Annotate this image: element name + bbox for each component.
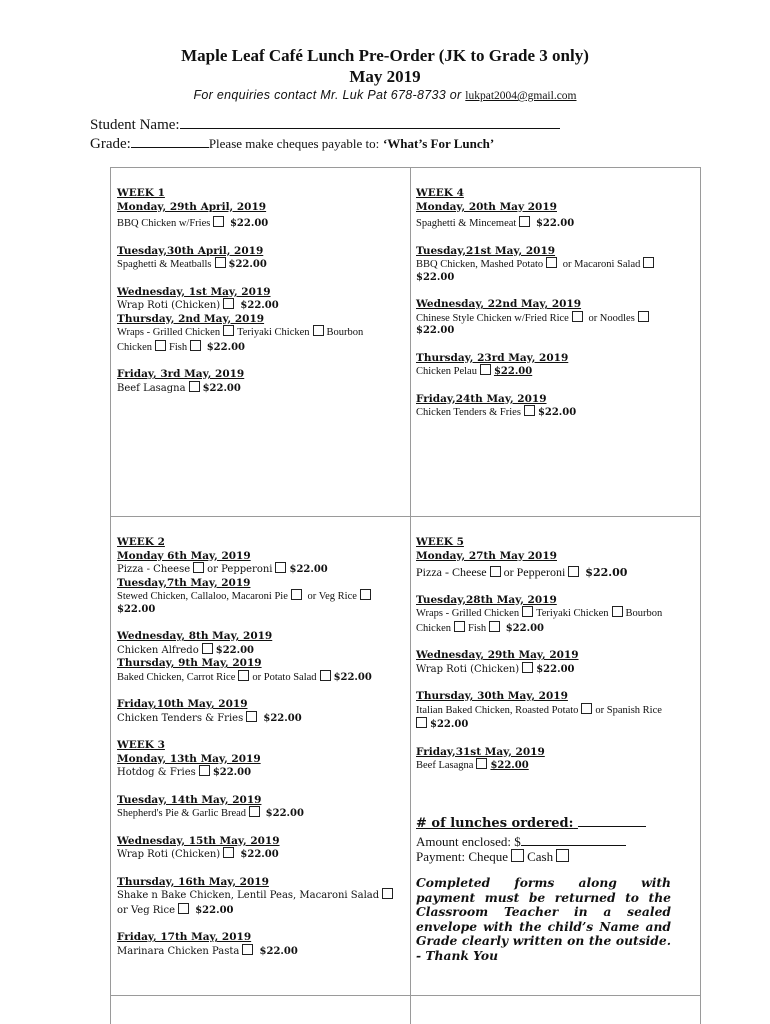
- day-heading: Tuesday,21st May, 2019: [416, 244, 556, 257]
- order-checkbox[interactable]: [612, 606, 623, 617]
- item-label: Wraps - Grilled Chicken: [117, 327, 221, 338]
- day-heading: Monday, 27th May 2019: [416, 549, 557, 562]
- order-checkbox[interactable]: [246, 711, 257, 722]
- menu-item: [117, 944, 407, 959]
- order-checkbox[interactable]: [202, 643, 213, 654]
- order-checkbox[interactable]: [572, 311, 583, 322]
- grid-column-divider: [410, 167, 411, 1024]
- week-5-cell: [416, 536, 698, 773]
- day-heading: Tuesday,28th May, 2019: [416, 593, 557, 606]
- day-heading: Thursday, 16th May, 2019: [117, 875, 269, 888]
- order-checkbox[interactable]: [519, 216, 530, 227]
- order-checkbox[interactable]: [522, 662, 533, 673]
- grid-row-divider-1: [110, 516, 701, 517]
- order-checkbox[interactable]: [360, 589, 371, 600]
- menu-item: [416, 216, 698, 231]
- item-label: Chicken Tenders & Fries: [416, 407, 521, 418]
- item-price: $22.00: [333, 671, 372, 683]
- day-heading: Monday, 13th May, 2019: [117, 752, 261, 765]
- menu-item: [117, 711, 407, 726]
- order-checkbox[interactable]: [215, 257, 226, 268]
- item-label: Italian Baked Chicken, Roasted Potato: [416, 704, 579, 716]
- day-heading: Wednesday, 22nd May, 2019: [416, 298, 582, 310]
- item-label: Spaghetti & Meatballs: [117, 259, 212, 270]
- enquiry-line: [0, 88, 770, 102]
- item-label: Pizza - Cheese: [117, 564, 191, 575]
- menu-item: [117, 765, 407, 780]
- item-price: $22.00: [240, 300, 279, 311]
- menu-item: [416, 703, 698, 718]
- week-2-title: WEEK 2: [117, 536, 165, 548]
- week-3-title: WEEK 3: [117, 739, 165, 751]
- order-checkbox[interactable]: [193, 562, 204, 573]
- day-heading: Tuesday,7th May, 2019: [117, 576, 251, 589]
- title-line-2: May 2019: [349, 67, 421, 86]
- menu-item: [416, 257, 698, 272]
- order-checkbox[interactable]: [178, 903, 189, 914]
- item-price: $22.00: [240, 849, 279, 860]
- order-checkbox[interactable]: [242, 944, 253, 955]
- grade-row: [90, 136, 494, 153]
- item-label: or Veg Rice: [307, 591, 357, 602]
- week-4-title: WEEK 4: [416, 187, 464, 199]
- item-label: or Potato Salad: [252, 671, 317, 683]
- student-name-field[interactable]: [180, 118, 560, 129]
- title-line-1: Maple Leaf Café Lunch Pre-Order (JK to Grade 3 only): [181, 46, 589, 65]
- item-price: $22.00: [228, 259, 267, 270]
- item-label: or Spanish Rice: [595, 704, 662, 716]
- item-label: Shake n Bake Chicken, Lentil Peas, Macaroni Salad: [117, 890, 380, 901]
- lunches-ordered-label: # of lunches ordered:: [416, 816, 574, 831]
- order-checkbox[interactable]: [416, 717, 427, 728]
- student-name-row: [90, 117, 560, 134]
- order-checkbox[interactable]: [291, 589, 302, 600]
- item-label: or Pepperoni: [503, 565, 566, 579]
- item-label: Chicken Tenders & Fries: [117, 712, 244, 724]
- order-checkbox[interactable]: [643, 257, 654, 268]
- week-1-title: WEEK 1: [117, 187, 165, 199]
- menu-item: [117, 340, 407, 355]
- day-heading: Monday, 20th May 2019: [416, 200, 557, 213]
- item-label: Beef Lasagna: [117, 382, 186, 394]
- menu-item: [416, 606, 698, 621]
- amount-row: [416, 834, 626, 850]
- day-heading: Wednesday, 1st May, 2019: [117, 285, 271, 298]
- menu-item: [117, 806, 407, 821]
- item-label: Stewed Chicken, Callaloo, Macaroni Pie: [117, 591, 288, 602]
- item-price: $22.00: [416, 325, 455, 336]
- amount-field[interactable]: [521, 835, 626, 846]
- menu-item: [117, 381, 407, 396]
- menu-item: [416, 662, 698, 677]
- item-label: BBQ Chicken, Mashed Potato: [416, 259, 544, 270]
- menu-item: [416, 717, 698, 732]
- grid-border-left: [110, 167, 111, 1024]
- item-price: $22.00: [493, 366, 533, 377]
- order-checkbox[interactable]: [223, 325, 234, 336]
- menu-item: [117, 216, 407, 231]
- item-price: $22.00: [416, 271, 455, 283]
- menu-item: [117, 670, 407, 685]
- item-price: $22.00: [505, 622, 544, 634]
- order-checkbox[interactable]: [454, 621, 465, 632]
- item-price: $22.00: [195, 904, 234, 916]
- item-price: $22.00: [490, 760, 529, 771]
- item-price: $22.00: [535, 218, 575, 229]
- day-heading: Tuesday,30th April, 2019: [117, 244, 264, 257]
- day-heading: Wednesday, 15th May, 2019: [117, 834, 280, 847]
- day-heading: Friday, 17th May, 2019: [117, 931, 252, 943]
- student-name-label: Student Name:: [90, 117, 180, 133]
- week-5-title: WEEK 5: [416, 536, 464, 548]
- menu-item: [117, 257, 407, 272]
- page-title: [0, 45, 770, 87]
- order-checkbox[interactable]: [581, 703, 592, 714]
- item-label: Chicken: [416, 622, 451, 634]
- day-heading: Friday,24th May, 2019: [416, 392, 547, 405]
- order-checkbox[interactable]: [238, 670, 249, 681]
- item-price: $22.00: [202, 382, 241, 394]
- item-label: Chicken Alfredo: [117, 644, 199, 656]
- order-checkbox[interactable]: [223, 298, 234, 309]
- item-price: $22.00: [259, 945, 298, 957]
- item-label: Chicken Pelau: [416, 366, 477, 377]
- item-label: or Macaroni Salad: [562, 259, 641, 270]
- day-heading: Friday,31st May, 2019: [416, 745, 545, 758]
- order-checkbox[interactable]: [213, 216, 224, 227]
- grid-row-divider-2: [110, 995, 701, 996]
- week-1-cell: [117, 187, 407, 395]
- item-label: or Pepperoni: [207, 564, 273, 575]
- item-price: $22.00: [117, 603, 156, 615]
- enquiry-text: For enquiries contact Mr. Luk Pat 678-8733 or: [193, 88, 462, 102]
- item-price: $22.00: [212, 767, 252, 778]
- lunches-ordered-field[interactable]: [578, 816, 646, 827]
- grade-field[interactable]: [131, 137, 209, 148]
- day-heading: Monday 6th May, 2019: [117, 549, 251, 562]
- item-label: or Noodles: [588, 312, 635, 324]
- item-label: or Veg Rice: [117, 904, 176, 916]
- item-price: $22.00: [206, 341, 245, 353]
- order-checkbox[interactable]: [223, 847, 234, 858]
- item-label: Spaghetti & Mincemeat: [416, 218, 517, 229]
- item-label: Teriyaki Chicken: [536, 608, 609, 619]
- payee-name: ‘What’s For Lunch’: [382, 136, 495, 151]
- menu-item: [117, 888, 407, 903]
- order-checkbox[interactable]: [638, 311, 649, 322]
- cheque-instruction: Please make cheques payable to:: [208, 136, 380, 151]
- order-checkbox[interactable]: [489, 621, 500, 632]
- order-checkbox[interactable]: [199, 765, 210, 776]
- menu-item: [117, 903, 407, 918]
- day-heading: Thursday, 23rd May, 2019: [416, 351, 569, 364]
- item-label: Chinese Style Chicken w/Fried Rice: [416, 312, 569, 324]
- item-label: Marinara Chicken Pasta: [117, 945, 240, 957]
- week-4-cell: [416, 187, 698, 420]
- item-label: Fish: [169, 341, 188, 353]
- menu-item: [117, 325, 407, 340]
- day-heading: Friday,10th May, 2019: [117, 698, 248, 710]
- order-checkbox[interactable]: [382, 888, 393, 899]
- cash-checkbox[interactable]: [556, 849, 569, 862]
- order-checkbox[interactable]: [522, 606, 533, 617]
- return-instructions: Completed forms along with payment must be returned to the Classroom Teacher in a sealed envelope with the child’s Name and Grade clearly written on the outside. - Thank You: [416, 875, 671, 963]
- item-label: Bourbon: [625, 608, 663, 619]
- menu-item: [416, 621, 698, 636]
- menu-item: [416, 311, 698, 326]
- menu-item: [416, 758, 698, 773]
- day-heading: Friday, 3rd May, 2019: [117, 368, 245, 380]
- order-checkbox[interactable]: [524, 405, 535, 416]
- item-label: Wrap Roti (Chicken): [117, 849, 221, 860]
- payment-label: Payment:: [416, 849, 466, 864]
- menu-item: [117, 589, 407, 604]
- item-label: Beef Lasagna: [416, 760, 474, 771]
- menu-item: [416, 405, 698, 420]
- order-checkbox[interactable]: [189, 381, 200, 392]
- menu-item: [416, 566, 698, 580]
- item-price: $22.00: [289, 564, 328, 575]
- grade-label: Grade:: [90, 136, 131, 152]
- order-checkbox[interactable]: [155, 340, 166, 351]
- week-2-3-cell: [117, 536, 407, 958]
- cash-label: Cash: [527, 849, 554, 864]
- item-label: Baked Chicken, Carrot Rice: [117, 671, 236, 683]
- order-checkbox[interactable]: [190, 340, 201, 351]
- item-price: $22.00: [430, 719, 469, 730]
- payment-row: [416, 849, 572, 865]
- order-checkbox[interactable]: [249, 806, 260, 817]
- item-label: Chicken: [117, 341, 152, 353]
- order-checkbox[interactable]: [568, 566, 579, 577]
- day-heading: Thursday, 9th May, 2019: [117, 657, 262, 669]
- item-label: Hotdog & Fries: [117, 767, 196, 778]
- day-heading: Monday, 29th April, 2019: [117, 200, 267, 213]
- day-heading: Tuesday, 14th May, 2019: [117, 793, 262, 806]
- day-heading: Wednesday, 29th May, 2019: [416, 649, 579, 661]
- item-price: $22.00: [263, 712, 302, 724]
- cheque-label: Cheque: [468, 849, 509, 864]
- order-checkbox[interactable]: [313, 325, 324, 336]
- cheque-checkbox[interactable]: [511, 849, 524, 862]
- item-label: Pizza - Cheese: [416, 565, 487, 579]
- lunches-ordered-row: [416, 816, 646, 831]
- enquiry-email[interactable]: lukpat2004@gmail.com: [465, 90, 577, 102]
- item-label: Teriyaki Chicken: [237, 327, 310, 338]
- item-label: Bourbon: [326, 327, 364, 338]
- amount-label: Amount enclosed: $: [416, 834, 521, 849]
- grid-border-top: [110, 167, 701, 168]
- item-price: $22.00: [585, 566, 628, 579]
- order-checkbox[interactable]: [476, 758, 487, 769]
- item-label: BBQ Chicken w/Fries: [117, 218, 211, 229]
- item-label: Shepherd's Pie & Garlic Bread: [117, 808, 247, 819]
- menu-item: [117, 298, 407, 313]
- menu-item: [117, 847, 407, 862]
- order-checkbox[interactable]: [490, 566, 501, 577]
- menu-item: [117, 562, 407, 577]
- menu-item: [416, 364, 698, 379]
- item-price: $22.00: [537, 407, 577, 418]
- order-checkbox[interactable]: [275, 562, 286, 573]
- order-checkbox[interactable]: [320, 670, 331, 681]
- item-label: Wrap Roti (Chicken): [416, 663, 520, 675]
- order-checkbox[interactable]: [546, 257, 557, 268]
- item-label: Wrap Roti (Chicken): [117, 300, 221, 311]
- order-checkbox[interactable]: [480, 364, 491, 375]
- item-price: $22.00: [215, 644, 255, 656]
- day-heading: Thursday, 2nd May, 2019: [117, 312, 265, 325]
- menu-item: [117, 643, 407, 658]
- item-label: Fish: [468, 622, 487, 634]
- item-price: $22.00: [536, 663, 575, 675]
- grid-border-right: [700, 167, 701, 1024]
- item-price: $22.00: [265, 808, 304, 819]
- day-heading: Wednesday, 8th May, 2019: [117, 630, 273, 642]
- item-label: Wraps - Grilled Chicken: [416, 608, 520, 619]
- day-heading: Thursday, 30th May, 2019: [416, 690, 568, 702]
- item-price: $22.00: [229, 218, 269, 229]
